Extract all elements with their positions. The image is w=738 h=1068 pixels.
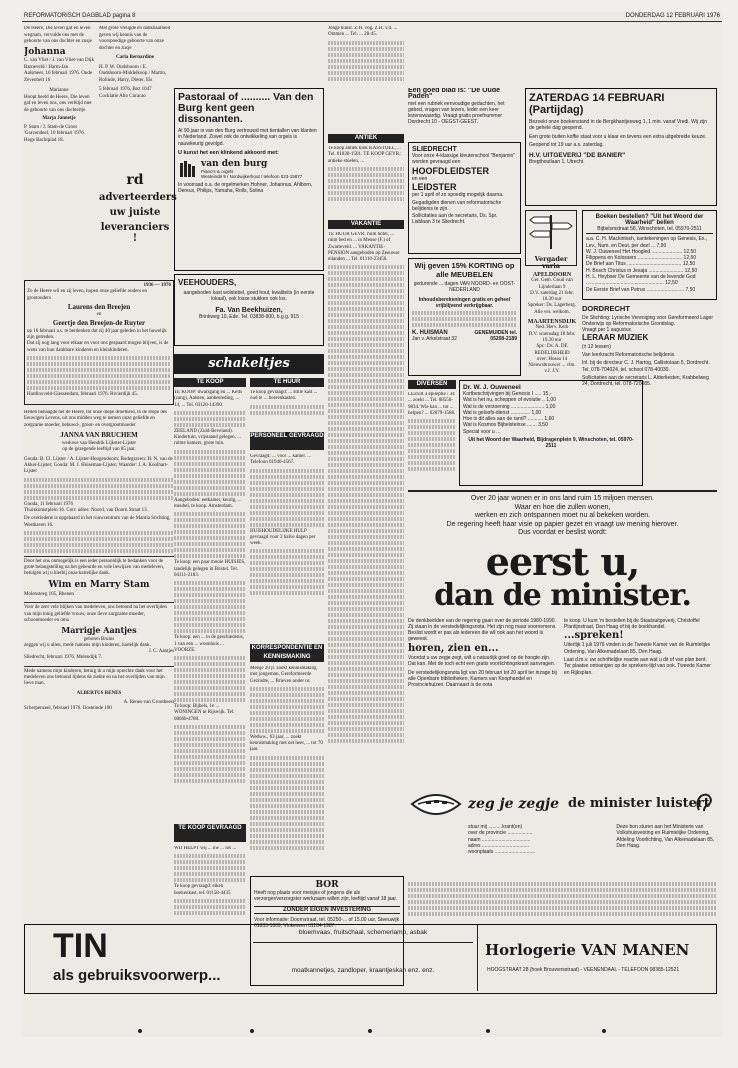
death-age: op de gezegende leeftijd van 85 jaar. (62, 447, 136, 453)
birth-note-2: Hoopt beeld de Heere, Die leven gaf en leven ons, ons verblijd met de geboorte van ons dochtertje (24, 94, 92, 113)
zaterdag-sub: (Partijdag) (529, 104, 584, 116)
bor-subtitle: ZONDER EIGEN INVESTERING (254, 906, 400, 914)
korting-sub: gedurende ... dagen VAN NOORD- en OOST-NEDERLAND (413, 281, 516, 294)
death-funeral-more (24, 531, 174, 553)
minister-lead-4: De regering heeft haar visie op papier gezet en vraagt uw mening hierover. (446, 520, 679, 528)
mid-note: Met grote vreugde en dankbaarheid geven wij kennis van de voorspoedige geboorte van onze dochter en zusje (99, 26, 171, 51)
antiek-body: Te koop antiek klok KASSTOEL, ... Tel. 01830-1501. TE KOOP GEVR.: antieke stoelen, ... (328, 146, 402, 164)
death-widow: weduwe van Hendrik Lijkster-Lijster (61, 441, 137, 447)
category-correspondentie: KORRESPONDENTIE EN KENNISMAKING (251, 645, 323, 660)
book-7: De Eerste Brief van Petrus ........................... 7,50 (586, 286, 696, 293)
vergader-meetings (525, 272, 579, 380)
apeldoorn-date: D.V. zaterdag 21 febr. 18.30 uur (530, 290, 574, 303)
minister-body-right (564, 618, 714, 689)
sliedrecht-intro: Voor onze 4-klassige kleuterschool "Benjamin" worden gevraagd een (412, 153, 516, 166)
minister-lead-1: Over 20 jaar wonen er in ons land ruim 15 miljoen mensen. (470, 495, 655, 502)
sliedrecht-title: SLIEDRECHT (412, 146, 457, 153)
ad-9-more (250, 549, 324, 595)
jubilee-names-list (27, 356, 171, 390)
boeken-bestellen-ad (582, 210, 717, 300)
mid-date: 5 februari 1976, Boz 1047 (99, 87, 152, 92)
diversen-body-more (408, 419, 456, 471)
schakeltjes-banner (174, 354, 324, 374)
korting-bottom: Inhoudsberekeningen gratis en geheel vrijblijvend verkrijgbaar. (418, 296, 511, 309)
sliedrecht-req: Gegadigden dienen van reformatorische belijdenis te zijn. (412, 200, 502, 213)
oude-paden-title: Een goed blad is: "De Oude Paden" (408, 88, 500, 101)
coupon-form (468, 824, 612, 876)
van-manen-ad (24, 924, 717, 994)
death-intro: Heden behaagde het de Heere, tot onze diepe droefheid, in de Hope des Eeuwigen Levens, uit ons midden weg te nemen onze geliefde en zorgzame moeder, behuwd-, groot- en overgrootmoeder (24, 410, 167, 428)
thanks-2: Voor de zeer vele blijken van medeleven, ons betoond na het overlijden van mijn innig geliefde vrouw, onze lieve zorgzame moeder, schoonmoeder en oma (24, 602, 174, 624)
coupon-line-1: stuur mij ..........krant(en) (468, 824, 523, 830)
apeldoorn-title: APELDOORN (532, 272, 572, 278)
tin-items-1: bloemvaas, fruitschaal, schemerlamp, asbak (253, 929, 473, 943)
maartensdijk-title: MAARTENSDIJK (527, 319, 577, 326)
sliedrecht-vacancy (408, 142, 521, 254)
van-den-burg-brand: van den burg (201, 158, 268, 169)
ouweneel-line-7: Special voor u ... (463, 428, 501, 435)
apeldoorn-speaker: Spreker: Ds. Lagerberg. Alle ver. welkom. (528, 303, 576, 315)
dordrecht-vacancy (582, 306, 717, 416)
minister-horen: horen, zien en... (408, 642, 499, 654)
thanks-place-3: Scherpenzeel, februari 1976. Oosteinde 100 (24, 706, 112, 712)
death-families-more (24, 478, 174, 500)
page-header (22, 12, 722, 22)
dordrecht-contact: Inl. bij de directeur C. J. Hartog, Callistolaan 5, Dordrecht. Tel. 078-704024, tel. school 078-40030. (582, 360, 710, 373)
thanks-place-1: Molensteeg 105, Rhenen (24, 592, 74, 598)
ad-5-more (174, 656, 246, 702)
zaterdag-body-2: Een grote buiten koffie staat voor u klaar en tevens een extra uitgebreide keuze. (529, 133, 707, 140)
ad-4-more (174, 581, 246, 633)
minister-body-3: De verstedelijkingsnota ligt van 20 februari tot 20 april ter inzage bij alle Openbare bibliotheken, Kamers van Koophandel en Provinciehuizen. Daarnaast is de nota (408, 669, 557, 689)
coupon-line-4: adres .................................. (468, 842, 530, 849)
antiek-col1-more (328, 41, 404, 81)
zeg-je-zegje: zeg je zegje (468, 796, 559, 812)
registration-mark (368, 1029, 372, 1033)
apeldoorn-sub: Ger. Gem. Goud van Lijnderlaan 9 (531, 278, 573, 290)
pastoraal-cta: U kunst het een klinkend akkoord met: (178, 149, 279, 156)
veehouders-body: aangeboden kast wolstebel, goed hout, kwaliteits (in eerste lokaal), ook losse stukken ook los. (183, 290, 315, 303)
ouweneel-line-5: Hoe is dit alles aan de rand? ........... 1,60 (463, 416, 555, 423)
ad-10: Meisje 20 jr. zoekt kennismaking met jongeman, Gereformeerde Gezindte, ... Brieven onder nr. (250, 666, 317, 684)
jubilee-prayer: Dat zij nog lang voor elkaar en voor ons gespaard mogen blijven, is de wens van hun dankbare kinderen en kleinkinderen. (27, 341, 169, 353)
minister-lead (408, 495, 717, 538)
zaterdag-title: ZATERDAG 14 FEBRUARI (529, 92, 665, 104)
minister-ad (408, 490, 717, 876)
ad-6: Te koop: Bijbels, 1e ... WONINGEN te Rijswijk. Tel. 08660-4780. (174, 704, 235, 722)
bor-title: BOR (315, 880, 339, 890)
diversen-body: LEZER 3 epileptie / 34 ... zoekt ... Tel. 08550-9834. Wie kan ... tot ... helpen? ... 02079-1588. (408, 392, 456, 416)
death-name: JANNA VAN BRUCHEM (60, 430, 138, 439)
thanks-place-2: Sliedrecht, februari 1976. Molendijk 7. (24, 655, 103, 661)
mid-parents: H. P. W. Oudshoorn / E. Oudshoorn-Middelkoop / Martin, Rolinde, Harry, Dieter, Els (99, 64, 167, 83)
adverteerders-ad (99, 172, 177, 272)
vergader-varia-label: Vergader varia (534, 255, 568, 270)
veehouders-title: VEEHOUDERS, (178, 278, 237, 287)
thanks-sign-2: J. C. Aantjes (148, 649, 174, 655)
category-antiek: ANTIEK (328, 134, 404, 143)
oude-paden-body: met een rubriek eenvoudige gedachten, het gebed, vragen van lezers, leder een keer lezenswaardig. Vraagt gratis proefnummer Dordrecht 10 - OEGST-GEEST. (408, 100, 505, 126)
death-funeral: De overledene is opgebaard in het rouwcentrum van de Mantia Stichting, Westhaven 16. (24, 516, 171, 528)
minister-body-left (408, 618, 558, 689)
jubilee-en: en (96, 312, 102, 318)
books-sub: Bijbelsmstraat 58, Winschoten, tel. 05970-2511 (586, 226, 713, 234)
minister-body-cols (408, 618, 717, 689)
category-vakantie: VAKANTIE (328, 220, 404, 229)
ouweneel-line-1: Kortbeschrijvingen bij Genesis I ..... 15,- (463, 391, 552, 397)
jubilee-announcement (24, 280, 174, 405)
minister-spreken: ...spreken! (564, 630, 624, 642)
minister-lead-5: Dus voordat er beslist wordt: (518, 529, 607, 536)
book-5: H. Bosch Christus in Jesaja ......................... 12,50 (586, 267, 698, 274)
ad-11-more (250, 756, 324, 850)
minister-address-list (408, 880, 717, 920)
ad-3-more (174, 512, 246, 558)
zaterdag-firm: H.V. UITGEVERIJ "DE BANIER" (529, 152, 626, 160)
jubilee-place: Hardinxveld-Giessendam, februari 1976. Rivierdijk 45. (27, 391, 138, 397)
tin-subtitle: als gebruiksvoorwerp... (53, 967, 221, 984)
ad-1: TE KOOP: dwarsgang en ... Kelts (zang), Aalsten, aanbesteding, ... 14, ... Tel. 03120-14390. (174, 390, 243, 408)
minister-right-3: Laat d.m.v. uw schriftelijke reactie aan wat u dit of van plan bent. Ter plaatse ontvangen op de sprekers-tijd van ook. Tweede Kamer en Rijksplan. (564, 656, 711, 676)
minister-body-1: De denkbeelden van de regering gaan over de periode 1980-1990. Zij staan in de verstedelijkingsnota. Het zijn nog maar voornemens. Beslist wordt er pas als iedereen die wil ook aan het woord is geweest. (408, 617, 557, 643)
sliedrecht-start: per 1 april of zo spoedig mogelijk daarna. (412, 191, 504, 198)
vakantie-body: TE HUUR GEVR. ruim hotel, ... ruim bed en ... in Meuse (F.) of Zwarteveld. ... VAKANTIE-PENSION aangeboden op Zeeuwse eilanden ... Tel. 01110-23456. (328, 232, 400, 263)
van-den-burg-address: Westeinde 9 / Nordwijkerhout / telefoon 023-15877 (201, 173, 303, 179)
korting-firm-2: GENEMUIDEN tel. 05208-2189 (474, 330, 517, 343)
dordrecht-title: DORDRECHT (582, 306, 630, 313)
birth-parents-1: C. van Vliet / J. van Vliet-van Dijk (24, 58, 94, 63)
zaterdag-firm-address: Bregthoutlaan 1, Utrecht. (529, 159, 585, 166)
zaterdag-ad (525, 88, 717, 206)
jubilee-years: 1936 — 1976 (143, 283, 171, 288)
dordrecht-body: De Stichting: Lyrische Vereniging voor Gereformeerd Lager Onderwijs op Reformatorische Grondslag. (582, 314, 713, 327)
van-den-burg-ad (174, 88, 324, 271)
dordrecht-req: Van leerkracht Reformatorische belijdenis. (582, 352, 676, 359)
thanks-sign-3: A. Renes-van Grootheest (123, 699, 174, 705)
minister-body-2: Voordat u uw zegje zegt, wilt u natuurlijk goed op de hoogte zijn. Dat kan. Met de toch echt een gratis voorlichtingskrant aanvragen. (408, 654, 556, 668)
vakantie-items (328, 232, 404, 872)
mouth-icon (408, 784, 464, 826)
minister-right-1: te koop. U kunt 'm bestellen bij de Staatsuitgeverij, Christoffel Plantijnstraat, Den Haag of bij de boekhandel. (564, 617, 700, 630)
sliedrecht-sollicit: Sollicitaties aan de secretaris, Ds. Spr. Lisblaan 3 te Sliedrecht. (412, 212, 498, 226)
thanks-born-2: geboren Bruins (83, 636, 115, 642)
minister-headline-1: eerst u, (485, 538, 640, 584)
category-te-koop-gevraagd: TE KOOP GEVRAAGD (174, 824, 246, 842)
ad-3: Aangeboden: eetkamer, keurig, ... meubel, te koop. Amsterdam. (174, 497, 242, 510)
ad-7-more (250, 405, 324, 415)
family-announcements-mid (99, 26, 171, 176)
pastoraal-title: Pastoraal of .......... Van den Burg kent geen dissonanten. (178, 91, 314, 125)
maartensdijk-topic: over: Hosea 14 (536, 356, 568, 362)
thanks-name-2: Marrigje Aantjes (61, 625, 137, 636)
antiek-items (328, 146, 404, 216)
bor-body: Heeft nog plaats voor meisjes of jongens die als verzorger/verzorgster werkzaam willen zijn, leeftijd vanaf 18 jaar. (254, 890, 398, 903)
ouweneel-footer: Uit het Woord der Waarheid, Bijdragenplein 9, Winschoten, tel. 05970-2511 (468, 437, 634, 450)
coupon-instructions: Deze bon sturen aan het Ministerie van Volkshuisvesting en Ruimtelijke Ordening, Afdeling Voorlichting, Van Alkemadelaan 85, Den Haag. (616, 824, 715, 849)
diversen-items (408, 392, 456, 502)
de-minister-luistert: de minister luistert (568, 796, 710, 811)
registration-mark (250, 1029, 254, 1033)
category-te-huur: TE HUUR (250, 378, 324, 387)
veehouders-ad (174, 274, 324, 346)
sliedrecht-role-1: HOOFDLEIDSTER (412, 165, 490, 176)
ad-7: Te koop gevraagd: ... stille kast ... oud te ... boerenkasten. (250, 390, 318, 402)
ad-10-more (250, 687, 324, 733)
book-1: a.a. C. H. Mackintosh, kantekeningen op Genesis, Ex., Lev., Num. en Deut. per deel ... 7,90 (586, 236, 708, 249)
book-6: H. L. Heyboer De Gemeente van de levende God ........................................................ 12,50 (586, 274, 696, 287)
birth-date-1: Aalsmeer, 10 februari 1976. Oude Zevenbelt 16 (24, 71, 93, 83)
maartensdijk-date: D.V. woensdag 18 febr. 19.30 uur (528, 331, 576, 343)
minister-coupon (468, 824, 716, 876)
ad-13: Te koop gevraagd: eiken boekenkast, tel. 01158-4435 (174, 884, 231, 896)
rd-logo: rd (126, 172, 144, 188)
coupon-line-2: over de provincie .................. (468, 830, 533, 837)
minister-lead-3: werken en zich ontspannen moet nu al bekeken worden. (474, 512, 651, 519)
korting-ad (408, 258, 521, 376)
thanks-name-1: Wim en Marry Stam (48, 579, 150, 590)
birth-date-3: 'Gravendeel, 10 februari 1976. Hoge Bachtplad 18. (24, 131, 86, 143)
korting-firm: K. HUISMAN (412, 330, 448, 337)
ouweneel-line-2: Wat is het nu, scheppen of evolutie .. 1,00 (463, 397, 556, 404)
zaterdag-body-3: Geopend tot 19 uur a.s. zaterdag. (529, 141, 604, 148)
book-2: W. J. Ouweneel Het Hoogled ...................... 12,50 (586, 248, 697, 255)
horlogerie-name: Horlogerie VAN MANEN (485, 941, 690, 959)
death-date: Gouda, 11 februari 1976 (24, 501, 73, 507)
classifieds-col-2a (250, 390, 324, 430)
dordrecht-role: LERAAR MUZIEK (582, 333, 649, 343)
ad-2: ZEELAND (Zuid-Beveland). Kindertuin, vrijstaand gelegen, ... ruime kamers, grote tuin. (174, 428, 241, 447)
birth-parents-3: P. Stam / J. Stam-de Groot (24, 124, 77, 130)
ouweneel-line-4: Wat is geloofs-dienst .............. 1,00 (463, 409, 542, 416)
minister-right-2: Uiterlijk 1 juli 1976 vinden in de Tweede Kamer van de Ruimtelijke Ordening, Van Alkemadelaan 85, Den Haag. (564, 642, 711, 655)
header-left: REFORMATORISCH DAGBLAD pagina 8 (24, 13, 136, 19)
veehouders-address: Brinkweg 10, Ede. Tel. 03838-900, b.g.g. 915 (199, 313, 299, 320)
death-families: Gouda: B. Cl. Lijster / A. Lijster-Hoogendoorn; Bodegraven: H. N. van de Akker-Lijster; Gouda: M. J. Hoiseman-Lijster; Waarder: J. A. Koolhart-Lijster (24, 456, 173, 475)
jubilee-name-1: Laurens den Breejen (67, 302, 131, 311)
dordrecht-contact-2: Sollicitaties aan de secretaris L. Alderliesten, Krabbelweg 24, Dordrecht, tel. 078-720085. (582, 375, 709, 388)
coupon-line-3: naam ................................... (468, 836, 531, 843)
ad-12-more (174, 854, 246, 882)
sliedrecht-en: en een (412, 175, 428, 182)
books-title: Boeken bestellen? "Uit het Woord der Waarheid" bellen (595, 214, 704, 226)
ouweneel-line-3: Wat is de verzoening ........................ 1,00 (463, 403, 556, 410)
registration-mark (486, 1029, 490, 1033)
van-den-burg-sub: Piano's & orgels (201, 168, 234, 174)
thanks-body-2: zeggen wij u allen, mede namens mijn kinderen, hartelijk dank. (24, 642, 151, 648)
dordrecht-vac: Vraagt per 1 augustus (582, 327, 632, 334)
birth-note-1: De Heere, Die leven gaf en leven wegnam, vervulde ons met de geboorte van ons dochter en zusje (24, 26, 92, 44)
bor-address: Voor informatie: Doornstraat, tel. 05250-... of 15.00 uur, Steeuwijk 01833-1609, Vinkeveen 01184-1987. (254, 916, 400, 929)
ad-8: Gevraagd: ... voor ... kamer. ... Telefoon 01940-4567. (250, 454, 311, 466)
birth-name-2: Marianne (49, 88, 69, 93)
signpost-icon (526, 211, 576, 251)
vergader-varia-logo (525, 210, 577, 270)
death-address: Thuiskomstplein 16. Corr. adres: Noord, van Doorn Straat 13. (24, 507, 148, 513)
thanks-1: Door het ons onmogelijk is een ieder persoonlijk te bedanken voor de grote belangstelling na het gebeurde en vele bewijzen van medeleven, betuigen wij u hierbij onze hartelijke dank. (24, 556, 174, 578)
category-te-koop: TE KOOP (174, 378, 246, 387)
header-right: DONDERDAG 12 FEBRUARI 1976 (625, 13, 720, 19)
ad-2-more (174, 450, 246, 496)
oude-paden-ad (408, 88, 521, 134)
registration-mark (138, 1029, 142, 1033)
van-den-burg-logo-row (178, 159, 320, 179)
ad-11: Wedww., 63 jaar, ... zoekt kennismaking met net heer, ... tot 70 jaar. (250, 734, 323, 753)
category-diversen: DIVERSEN (408, 380, 456, 389)
minister-lead-2: Waar en hoe die zullen wonen, (514, 503, 611, 511)
book-4: De Brief aan Titus ....................................... 12,50 (586, 261, 696, 268)
ad-divider (477, 925, 478, 991)
newspaper-page (22, 12, 722, 1037)
adv-line-2: uw juiste (109, 207, 161, 218)
pastoraal-body: Al 90 jaar is van den Burg vertrouwd met tientallen van klanten in Nederland. Zowel ook de ontwikkeling van orgels is nauwkeurig gevolgd. (178, 128, 317, 147)
maartensdijk-sub: Ned. Herv. Kerk (535, 325, 569, 331)
book-3: Filippens en Kolossers ................................ 12,50 (586, 255, 697, 262)
ad-4: Te koop: een paar mooie HUISJES, landelijk gelegen in Boxtel. Tel. 04111-2183. (174, 560, 246, 578)
korting-title: Wij geven 15% KORTING op alle MEUBELEN (414, 261, 515, 279)
ear-icon (693, 792, 715, 814)
veehouders-firm: Fa. Van Beekhuizen, (215, 306, 283, 314)
birth-name-1: Johanna (24, 46, 66, 57)
ad-9: HUISHOUDELIJKE HULP gevraagd voor 3 halve dagen per week. (250, 528, 316, 547)
family-announcements-left (24, 26, 94, 306)
vakantie-body-more (328, 265, 404, 743)
organ-pipe-icon (178, 159, 198, 179)
coupon-line-5: woonplaats ............................. (468, 849, 535, 856)
schakeltjes-title: schakeltjes (208, 356, 290, 371)
korting-more (412, 311, 517, 327)
mid-place: Cocklatie Alto Curacao (99, 93, 146, 99)
ouweneel-line-6: Wat is Kosmos Bijbelsteinse ....... 3,50 (463, 422, 548, 429)
classifieds-col-2b (250, 454, 324, 644)
registration-mark (602, 1029, 606, 1033)
antiek-body-more (328, 167, 404, 201)
ouweneel-title: Dr. W. J. Ouweneel (463, 384, 521, 391)
dordrecht-hours: (± 12 lessen) (582, 343, 611, 350)
antiek-top (328, 26, 404, 106)
sliedrecht-role-2: LEIDSTER (412, 181, 457, 192)
thanks-name-3: ALBERTUS RENES (76, 690, 122, 696)
tin-title: TIN (53, 927, 108, 965)
jubilee-date: op 16 februari a.s. te herdenken dat zij 40 jaar geleden in het huwelijk zijn getreden. (27, 328, 167, 341)
ad-6-more (174, 725, 246, 783)
ad-12: WIJ HELPT wij ... uw ... los ... (174, 846, 237, 851)
ad-8-more (250, 469, 324, 527)
antiek-col1: Jonge kunst. Z.H. vog. Z.H. v.d. ... Ommen ... Tel. ... 28-45. (328, 26, 398, 38)
horlogerie-address: HOOGSTRAAT 28 (hoek Brouwersstraat) - VEENENDAAL - TELEFOON 08385-12521 (487, 967, 680, 973)
thanks-3: Mede namens mijn kinderen, betuig ik u mijn oprechte dank voor het medeleven ons betoond tijdens de ziekte en na het overlijden van mijn lieve man. (24, 666, 174, 688)
adv-line-3: leveranciers ! (100, 222, 170, 244)
jubilee-text: Zo de Heere wil en zij leven, hopen onze geliefde ouders en grootouders (27, 289, 147, 301)
birth-place-1: Barneveld / Harm-Jan (24, 64, 69, 70)
adv-line-1: adverteerders (99, 192, 177, 203)
maartensdijk-foot: Nieuwsbrouwer ... vlm. v.J. J.Y. (528, 363, 576, 375)
birth-name-3: Marja Jannetje (42, 116, 76, 121)
tin-items-2: moatkannetjes, zandloper, kraantjeskan enz. enz. (291, 967, 435, 974)
korting-address: Jan v. Arkelstraat 32 (412, 336, 457, 343)
ad-1-more (174, 411, 246, 427)
ad-13-more (174, 899, 246, 915)
minister-headline-2: dan de minister. (434, 577, 691, 613)
classifieds-col-1 (174, 390, 246, 870)
korting-footer (412, 330, 517, 342)
jubilee-name-2: Geertje den Breejen-de Ruyter (52, 319, 146, 328)
pastoraal-notes: In voorraad o.a. de orgelmerken Hohner, Johannus, Ahlborn, Dereux, Philips, Yamaha, Rolls, Solina (178, 181, 313, 195)
category-personeel: PERSONEEL GEVRAAGD (250, 432, 324, 450)
mid-name: Carla Bernardine (116, 55, 154, 60)
maartensdijk-speaker: Spr.: Ds. A. DE REDELIJKHEID (534, 344, 570, 356)
ad-5: Te koop: een ... in de geschiedenis, 1 van een ... woonhuis ... VOORZE. (174, 635, 244, 653)
zaterdag-body: Bezoekt onze boekenstand in de Bergkhantjesweg 1, 1 min. vanaf Vredi. Wij zijn de gehele dag geopend. (529, 119, 707, 132)
